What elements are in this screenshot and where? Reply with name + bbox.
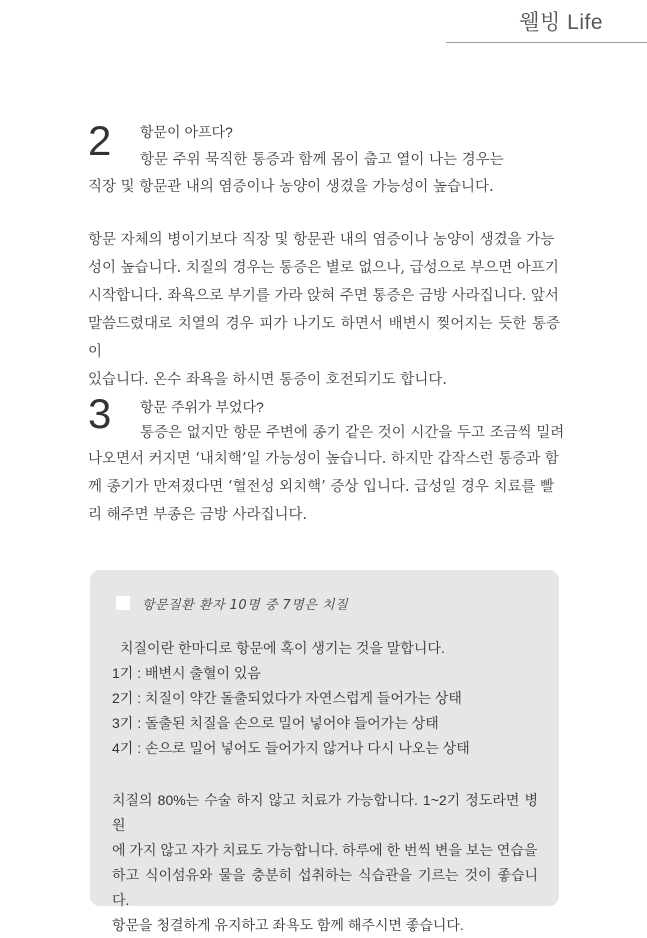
body-line: 리 해주면 부종은 금방 사라집니다. — [88, 507, 308, 523]
stage-item: 2기 : 치질이 약간 돌출되었다가 자연스럽게 들어가는 상태 — [112, 690, 462, 706]
section-3 — [88, 390, 565, 533]
intro-line: 항문 주위 묵직한 통증과 함께 몸이 춥고 열이 나는 경우는 — [140, 152, 504, 168]
page-header-title: 웰빙 Life — [519, 11, 603, 34]
section-heading: 항문이 아프다? — [140, 124, 233, 140]
stage-item: 4기 : 손으로 밀어 넣어도 들어가지 않거나 다시 나오는 상태 — [112, 740, 470, 756]
stage-item: 1기 : 배변시 출혈이 있음 — [112, 665, 261, 681]
info-box — [90, 570, 559, 933]
body-line: 시작합니다. 좌욕으로 부기를 가라 앉혀 주면 통증은 금방 사라집니다. 앞서 — [88, 288, 559, 304]
closing-line: 항문을 청결하게 유지하고 좌욕도 함께 해주시면 좋습니다. — [112, 917, 464, 933]
intro-line: 통증은 없지만 항문 주변에 종기 같은 것이 시간을 두고 조금씩 밀려 — [140, 425, 565, 441]
section-number: 3 — [88, 390, 112, 437]
section-number: 2 — [88, 117, 112, 164]
header-divider — [446, 42, 647, 43]
body-line: 말씀드렸대로 치열의 경우 피가 나기도 하면서 배변시 찢어지는 듯한 통증이 — [88, 316, 560, 360]
stage-item: 3기 : 돌출된 치질을 손으로 밀어 넣어야 들어가는 상태 — [112, 715, 439, 731]
checkbox-square-icon — [116, 596, 130, 610]
body-line: 있습니다. 온수 좌욕을 하시면 통증이 호전되기도 합니다. — [88, 372, 448, 388]
closing-line: 치질의 80%는 수술 하지 않고 치료가 가능합니다. 1~2기 정도라면 병원 — [112, 792, 538, 833]
info-box-title: 항문질환 환자 10명 중 7명은 치질 — [142, 598, 349, 613]
body-line: 항문 자체의 병이기보다 직장 및 항문관 내의 염증이나 농양이 생겼을 가능 — [88, 232, 555, 248]
info-box-closing — [112, 788, 538, 938]
info-box-intro: 치질이란 한마디로 항문에 혹이 생기는 것을 말합니다. — [120, 640, 445, 656]
body-line: 께 종기가 만져졌다면 ‘혈전성 외치핵’ 증상 입니다. 급성일 경우 치료를 빨 — [88, 479, 555, 495]
section-heading: 항문 주위가 부었다? — [140, 399, 264, 415]
intro-line: 직장 및 항문관 내의 염증이나 농양이 생겼을 가능성이 높습니다. — [88, 179, 494, 195]
section-body — [88, 226, 560, 394]
closing-line: 에 가지 않고 자가 치료도 가능합니다. 하루에 한 번씩 변을 보는 연습을 — [112, 842, 538, 858]
closing-line: 하고 식이섬유와 물을 충분히 섭취하는 식습관을 기르는 것이 좋습니다. — [112, 867, 538, 908]
section-2 — [88, 117, 560, 388]
body-line: 나오면서 커지면 ‘내치핵’일 가능성이 높습니다. 하지만 갑작스런 통증과 함 — [88, 451, 559, 467]
section-body — [88, 445, 560, 529]
body-line: 성이 높습니다. 치질의 경우는 통증은 별로 없으나, 급성으로 부으면 아프기 — [88, 260, 559, 276]
